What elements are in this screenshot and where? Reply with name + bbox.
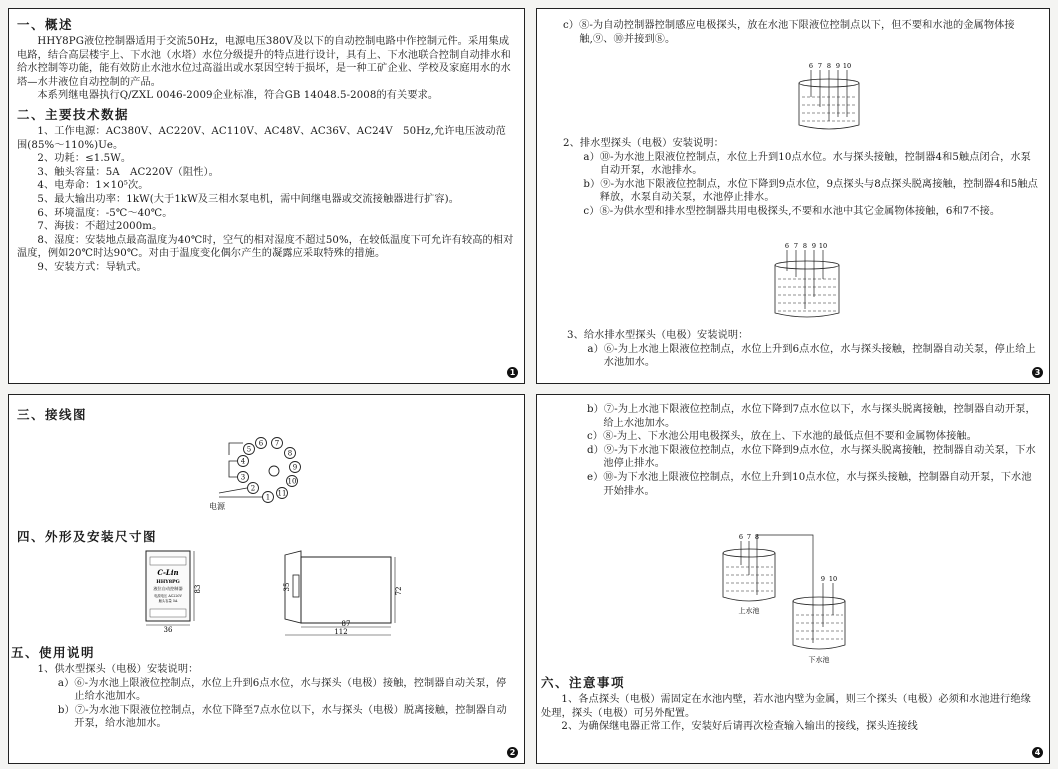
wiring-heading-wrap bbox=[17, 405, 516, 425]
tank1-label-6: 6 bbox=[808, 62, 814, 70]
both-item-b: b）⑦-为上水池下限液位控制点，水位下降到7点水位以下，水与探头脱离接触，控制器自动开泵，给上水池加水。 bbox=[587, 404, 1036, 429]
pin-7: 7 bbox=[274, 439, 280, 448]
both-title: 3、给水排水型探头（电极）安装说明： bbox=[567, 330, 749, 341]
tank2-label-6: 6 bbox=[784, 242, 790, 250]
spec-item-8: 8、湿度：安装地点最高温度为40℃时，空气的相对湿度不超过50%，在较低温度下可允许有较高的相对温度，例如20℃时达90℃。对由于温度变化偶尔产生的凝露应采取特殊的措施。 bbox=[17, 234, 514, 260]
section-dimensions-heading: 四、外形及安装尺寸图 bbox=[17, 529, 158, 544]
device-contact-label: 触头容量 5A bbox=[158, 599, 178, 603]
tank1-label-7: 7 bbox=[817, 62, 823, 70]
drain-item-b: b）⑨-为水池下限液位控制点，水位下降到9点水位，9点探头与8点探头脱离接触，控制器4和5触点释放，水泵自动关泵，水池停止排水。 bbox=[583, 178, 1038, 204]
device-brand: C-Lin bbox=[157, 568, 179, 577]
page-1-text bbox=[17, 15, 516, 275]
note-item-2: 2、为确保继电器正常工作，安装好后请再次检查输入输出的接线，探头连接线 bbox=[561, 721, 918, 733]
dim-side-height: 72 bbox=[395, 586, 403, 596]
page-1 bbox=[8, 8, 525, 384]
power-label: 电源 bbox=[209, 502, 225, 511]
lower-label-10: 10 bbox=[828, 575, 838, 583]
section-overview-heading: 一、概述 bbox=[17, 17, 74, 32]
spec-item-2: 2、功耗：≤1.5W。 bbox=[37, 153, 132, 165]
drain-section bbox=[563, 137, 1041, 219]
both-item-e: e）⑩-为下水池上限液位控制点，水位上升到10点水位，水与探头接触，控制器自动开泵，下水池开始排水。 bbox=[587, 471, 1032, 497]
notes-section bbox=[541, 673, 1041, 734]
upper-tank-label: 上水池 bbox=[738, 607, 760, 615]
device-front-view bbox=[134, 547, 224, 633]
page-3 bbox=[536, 8, 1050, 384]
spec-item-7: 7、海拔：不超过2000m。 bbox=[37, 221, 163, 233]
drain-item-c: c）⑧-为供水型和排水型控制器共用电极探头,不要和水池中其它金属物体接触，6和7不接。 bbox=[583, 205, 1001, 217]
note-item-1: 1、各点探头（电极）需固定在水池内壁，若水池内壁为金属，则三个探头（电极）必须和水池进行绝缘处理，探头（电极）可另外配置。 bbox=[541, 694, 1031, 719]
usage-item-1: 1、供水型探头（电极）安装说明： bbox=[37, 664, 199, 675]
drain-title: 2、排水型探头（电极）安装说明： bbox=[563, 138, 724, 149]
spec-item-3: 3、触头容量：5A AC220V（阻性）。 bbox=[37, 166, 219, 178]
page-3-top bbox=[563, 19, 1041, 46]
pin-5: 5 bbox=[246, 445, 252, 454]
supply-item-c: c）⑧-为自动控制器控制感应电极探头，放在水池下限液位控制点以下，但不要和水池的金属物体接触,⑨、⑩并接到⑧。 bbox=[563, 20, 1015, 45]
pin-10: 10 bbox=[287, 477, 297, 486]
pin-11: 11 bbox=[277, 489, 287, 498]
tank2-label-7: 7 bbox=[793, 242, 799, 250]
pin-9: 9 bbox=[292, 463, 298, 472]
tank2-label-10: 10 bbox=[818, 242, 828, 250]
overview-paragraph-1: HHY8PG液位控制器适用于交流50Hz，电源电压380V及以下的自动控制电路中作控制元件。采用集成电路，结合高层楼宇上、下水池（水塔）水位分级提升的特点进行设计，具有上、下水池联合控制自动排水和给水控制等功能，能有效防止水池水位过高溢出或水泵因空转于损坏，是一种工矿企业、学校及家庭用水的水塔—水井液位自动控制的产品。 bbox=[17, 36, 511, 88]
page-4-top bbox=[587, 403, 1041, 498]
lower-label-9: 9 bbox=[820, 575, 826, 583]
dim-depth-total: 112 bbox=[334, 628, 348, 636]
usage-item-1b: b）⑦-为水池下限液位控制点，水位下降至7点水位以下，水与探头（电极）脱离接触，控制器自动开泵，给水池加水。 bbox=[57, 704, 507, 730]
tank1-label-9: 9 bbox=[835, 62, 841, 70]
section-notes-heading: 六、注意事项 bbox=[541, 675, 626, 690]
dim-height: 83 bbox=[194, 584, 202, 594]
dims-heading-wrap bbox=[17, 527, 516, 547]
device-name: 液位自动控制器 bbox=[153, 586, 183, 591]
pin-8: 8 bbox=[287, 449, 293, 458]
tank1-label-8: 8 bbox=[826, 62, 832, 70]
tank-diagram-1 bbox=[785, 61, 875, 137]
overview-paragraph-2: 本系列继电器执行Q/ZXL 0046-2009企业标准，符合GB 14048.5-2008的有关要求。 bbox=[37, 90, 439, 102]
lower-tank-label: 下水池 bbox=[808, 656, 830, 664]
pin-1: 1 bbox=[265, 493, 271, 502]
both-section bbox=[567, 329, 1041, 370]
dual-tank-diagram bbox=[709, 531, 859, 669]
usage-section bbox=[11, 643, 516, 731]
drain-item-a: a）⑩-为水池上限液位控制点，水位上升到10点水位。水与探头接触，控制器4和5触点闭合，水泵自动开泵，水池排水。 bbox=[583, 151, 1031, 177]
pin-3: 3 bbox=[240, 473, 246, 482]
spec-item-1: 1、工作电源：AC380V、AC220V、AC110V、AC48V、AC36V、AC24V 50Hz,允许电压波动范围(85%～110%)Ue。 bbox=[17, 125, 506, 151]
wiring-diagram bbox=[199, 431, 329, 515]
upper-label-6: 6 bbox=[738, 533, 744, 541]
dim-rail: 35 bbox=[283, 582, 291, 592]
tank1-label-10: 10 bbox=[842, 62, 852, 70]
usage-item-1a: a）⑥-为水池上限液位控制点，水位上升到6点水位，水与探头（电极）接触，控制器自动关泵，停止给水池加水。 bbox=[57, 677, 507, 703]
tank-diagram-2 bbox=[759, 241, 859, 325]
pin-6: 6 bbox=[258, 439, 264, 448]
pin-4: 4 bbox=[240, 457, 246, 466]
device-voltage-label: 电源电压 AC220V bbox=[154, 594, 182, 598]
device-side-view bbox=[271, 545, 421, 641]
section-usage-heading: 五、使用说明 bbox=[11, 645, 96, 660]
section-specs-heading: 二、主要技术数据 bbox=[17, 106, 130, 122]
page-number: 2 bbox=[507, 747, 518, 758]
tank2-label-9: 9 bbox=[811, 242, 817, 250]
both-item-c: c）⑧-为上、下水池公用电极探头，放在上、下水池的最低点但不要和金属物体接触。 bbox=[587, 431, 977, 443]
page-number: 1 bbox=[507, 367, 518, 378]
spec-item-5: 5、最大输出功率：1kW(大于1kW及三相水泵电机，需中间继电器或交流接触器进行扩容)。 bbox=[37, 193, 460, 205]
tank2-label-8: 8 bbox=[802, 242, 808, 250]
both-item-a: a）⑥-为上水池上限液位控制点，水位上升到6点水位，水与探头接触，控制器自动关泵，停止给上水池加水。 bbox=[587, 343, 1036, 369]
section-wiring-heading: 三、接线图 bbox=[17, 407, 88, 422]
spec-item-6: 6、环境温度：-5℃～40℃。 bbox=[37, 207, 173, 219]
dim-width: 36 bbox=[163, 626, 173, 633]
page-4 bbox=[536, 394, 1050, 764]
upper-label-7: 7 bbox=[746, 533, 752, 541]
page-number: 4 bbox=[1032, 747, 1043, 758]
dim-depth-inner: 87 bbox=[341, 620, 351, 628]
device-model: HHY8PG bbox=[156, 579, 180, 585]
pin-2: 2 bbox=[250, 484, 256, 493]
page-2 bbox=[8, 394, 525, 764]
both-item-d: d）⑨-为下水池下限液位控制点，水位下降到9点水位，水与探头脱离接触，控制器自动关泵，下水池停止排水。 bbox=[587, 444, 1036, 470]
page-number: 3 bbox=[1032, 367, 1043, 378]
spec-item-9: 9、安装方式：导轨式。 bbox=[37, 261, 147, 273]
upper-label-8: 8 bbox=[754, 533, 760, 541]
spec-item-4: 4、电寿命：1×10⁵次。 bbox=[37, 180, 149, 192]
